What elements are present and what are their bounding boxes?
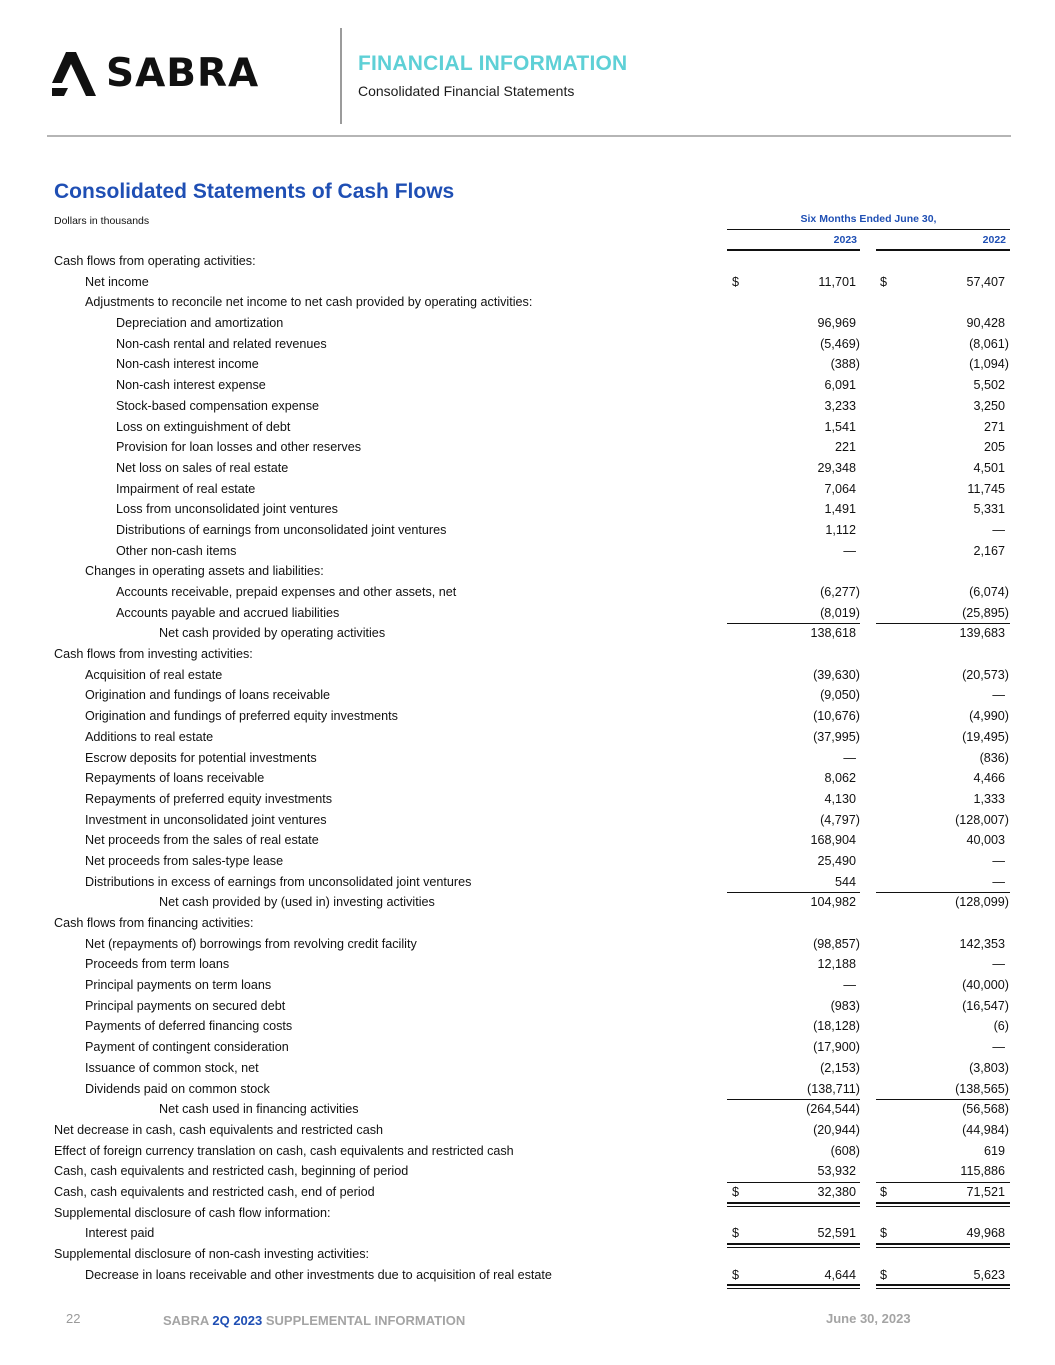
value-2022: 5,623	[973, 1267, 1005, 1282]
table-row	[0, 892, 1055, 913]
row-label: Dividends paid on common stock	[85, 1081, 270, 1096]
value-2023: (8,019)	[820, 605, 860, 620]
value-2023: (17,900)	[813, 1040, 860, 1055]
table-row	[0, 1182, 1055, 1203]
value-2022: 11,745	[967, 481, 1005, 496]
value-2022: (6)	[993, 1019, 1009, 1034]
value-2022: —	[992, 853, 1005, 868]
period-header: Six Months Ended June 30,	[800, 213, 937, 225]
section-title: FINANCIAL INFORMATION	[358, 52, 628, 75]
value-2022: —	[992, 688, 1005, 703]
value-2022: (16,547)	[962, 998, 1009, 1013]
table-row	[0, 603, 1055, 624]
table-row	[0, 1244, 1055, 1265]
value-2022: 205	[983, 440, 1005, 455]
value-2022: 90,428	[966, 316, 1005, 331]
table-row	[0, 810, 1055, 831]
value-2023: 29,348	[817, 460, 856, 475]
row-label: Principal payments on secured debt	[85, 998, 286, 1013]
subtotal-rule	[876, 1099, 1010, 1100]
value-2022: (6,074)	[969, 585, 1009, 599]
row-label: Escrow deposits for potential investments	[85, 750, 317, 765]
table-row	[0, 1016, 1055, 1037]
row-label: Repayments of preferred equity investments	[85, 791, 333, 806]
value-2023: 168,904	[810, 833, 856, 848]
value-2022: 1,333	[973, 791, 1005, 806]
row-label: Net cash provided by operating activities	[159, 626, 386, 641]
value-2023: 1,491	[824, 502, 856, 517]
table-row	[0, 1141, 1055, 1162]
table-row	[0, 623, 1055, 644]
table-row	[0, 561, 1055, 582]
total-double-rule	[876, 1288, 1010, 1289]
value-2023: 221	[834, 440, 856, 455]
value-2022: 49,968	[966, 1226, 1005, 1241]
row-label: Net income	[85, 274, 149, 289]
table-row	[0, 334, 1055, 355]
table-row	[0, 396, 1055, 417]
value-2022: 142,353	[959, 936, 1005, 951]
row-label: Cash flows from operating activities:	[54, 254, 256, 268]
value-2023: (18,128)	[813, 1019, 860, 1034]
value-2022: (4,990)	[969, 709, 1009, 724]
table-row	[0, 934, 1055, 955]
value-2022: —	[992, 957, 1005, 972]
currency-symbol: $	[732, 274, 740, 289]
row-label: Adjustments to reconcile net income to net cash provided by operating activities:	[85, 295, 533, 310]
row-label: Payments of deferred financing costs	[85, 1019, 293, 1034]
row-label: Acquisition of real estate	[85, 667, 223, 682]
table-row	[0, 954, 1055, 975]
row-label: Net proceeds from sales-type lease	[85, 853, 284, 868]
footer-title	[163, 1313, 465, 1328]
row-label: Proceeds from term loans	[85, 957, 230, 972]
value-2023: (98,857)	[813, 936, 860, 951]
value-2023: 7,064	[824, 481, 856, 496]
table-row	[0, 272, 1055, 293]
table-row	[0, 1120, 1055, 1141]
cash-flow-table	[0, 251, 1055, 1285]
subtotal-rule	[876, 1182, 1010, 1183]
table-row	[0, 417, 1055, 438]
table-row	[0, 1265, 1055, 1286]
value-2022: —	[992, 874, 1005, 889]
subtotal-rule	[727, 1099, 860, 1100]
table-row	[0, 706, 1055, 727]
row-label: Accounts payable and accrued liabilities	[116, 605, 340, 620]
value-2023: (138,711)	[807, 1081, 860, 1096]
table-row	[0, 313, 1055, 334]
row-label: Issuance of common stock, net	[85, 1060, 259, 1075]
total-double-rule	[727, 1288, 860, 1289]
row-label: Net cash used in financing activities	[159, 1102, 359, 1117]
row-label: Payment of contingent consideration	[85, 1040, 289, 1055]
table-row	[0, 644, 1055, 665]
table-row	[0, 665, 1055, 686]
sabra-logo	[52, 50, 297, 100]
table-row	[0, 1037, 1055, 1058]
value-2022: 619	[983, 1143, 1005, 1158]
year-header-2023: 2023	[833, 234, 857, 246]
value-2022: —	[992, 1040, 1005, 1055]
value-2022: (3,803)	[969, 1060, 1009, 1075]
value-2023: (983)	[830, 998, 860, 1013]
footer-date: June 30, 2023	[826, 1311, 911, 1326]
value-2023: 52,591	[817, 1226, 856, 1241]
row-label: Origination and fundings of preferred equity investments	[85, 709, 398, 724]
row-label: Non-cash interest income	[116, 357, 259, 372]
total-double-rule	[876, 1284, 1010, 1286]
footer-quarter: 2Q 2023	[212, 1313, 263, 1328]
subtotal-rule	[876, 892, 1010, 893]
value-2023: 104,982	[810, 895, 856, 910]
table-row	[0, 789, 1055, 810]
header-divider	[340, 28, 342, 124]
value-2022: (20,573)	[962, 667, 1009, 682]
total-double-rule	[727, 1284, 860, 1286]
row-label: Additions to real estate	[85, 729, 214, 744]
table-row	[0, 748, 1055, 769]
currency-symbol: $	[732, 1267, 740, 1282]
table-row	[0, 582, 1055, 603]
row-label: Accounts receivable, prepaid expenses and other assets, net	[116, 585, 457, 599]
value-2022: (128,007)	[955, 812, 1009, 827]
period-rule	[727, 229, 1010, 230]
row-label: Non-cash interest expense	[116, 378, 266, 393]
row-label: Net (repayments of) borrowings from revolving credit facility	[85, 936, 417, 951]
row-label: Cash, cash equivalents and restricted cash, beginning of period	[54, 1164, 409, 1179]
table-row	[0, 251, 1055, 272]
value-2022: (44,984)	[962, 1122, 1009, 1137]
value-2022: 5,502	[973, 378, 1005, 393]
row-label: Net loss on sales of real estate	[116, 460, 289, 475]
table-row	[0, 458, 1055, 479]
value-2022: 271	[983, 419, 1005, 434]
currency-symbol: $	[732, 1226, 740, 1241]
value-2022: (128,099)	[955, 895, 1009, 910]
value-2022: 4,501	[973, 460, 1005, 475]
row-label: Stock-based compensation expense	[116, 398, 320, 413]
row-label: Other non-cash items	[116, 543, 237, 558]
sabra-logo-mark-icon	[52, 50, 102, 98]
currency-symbol: $	[880, 1184, 888, 1199]
value-2023: 3,233	[824, 398, 856, 413]
row-label: Provision for loan losses and other reserves	[116, 440, 362, 455]
page-number: 22	[66, 1311, 81, 1326]
value-2023: 12,188	[817, 957, 856, 972]
statement-title: Consolidated Statements of Cash Flows	[54, 180, 455, 203]
table-row	[0, 996, 1055, 1017]
row-label: Investment in unconsolidated joint ventures	[85, 812, 327, 827]
row-label: Impairment of real estate	[116, 481, 256, 496]
value-2022: 4,466	[973, 771, 1005, 786]
value-2023: —	[843, 750, 856, 765]
table-row	[0, 437, 1055, 458]
value-2023: (4,797)	[820, 812, 860, 827]
value-2023: 53,932	[817, 1164, 856, 1179]
table-row	[0, 292, 1055, 313]
value-2023: (39,630)	[813, 667, 860, 682]
footer-company: SABRA	[163, 1313, 209, 1328]
table-row	[0, 1099, 1055, 1120]
table-row	[0, 1203, 1055, 1224]
value-2023: 4,130	[824, 791, 856, 806]
value-2023: 96,969	[817, 316, 856, 331]
row-label: Cash, cash equivalents and restricted cash, end of period	[54, 1184, 375, 1199]
table-row	[0, 768, 1055, 789]
value-2023: 4,644	[824, 1267, 856, 1282]
table-row	[0, 499, 1055, 520]
currency-symbol: $	[732, 1184, 740, 1199]
value-2023: 138,618	[810, 626, 856, 641]
value-2023: 1,112	[825, 522, 856, 537]
value-2022: 71,521	[966, 1184, 1005, 1199]
table-row	[0, 872, 1055, 893]
table-row	[0, 354, 1055, 375]
value-2023: (264,544)	[806, 1102, 860, 1117]
value-2023: (2,153)	[820, 1060, 860, 1075]
row-label: Net proceeds from the sales of real estate	[85, 833, 319, 848]
subtotal-rule	[876, 623, 1010, 624]
currency-symbol: $	[880, 274, 888, 289]
row-label: Distributions of earnings from unconsolidated joint ventures	[116, 522, 447, 537]
value-2022: 3,250	[973, 398, 1005, 413]
currency-symbol: $	[880, 1226, 888, 1241]
table-row	[0, 913, 1055, 934]
value-2023: (5,469)	[820, 336, 860, 351]
value-2023: (20,944)	[813, 1122, 860, 1137]
value-2022: (40,000)	[962, 978, 1009, 993]
value-2023: 11,701	[818, 274, 856, 289]
value-2023: (608)	[830, 1143, 860, 1158]
table-row	[0, 520, 1055, 541]
row-label: Loss from unconsolidated joint ventures	[116, 502, 338, 517]
table-row	[0, 1161, 1055, 1182]
value-2023: 544	[834, 874, 856, 889]
value-2023: (6,277)	[820, 585, 860, 599]
row-label: Loss on extinguishment of debt	[116, 419, 291, 434]
logo-wordmark: SABRA	[106, 51, 260, 96]
value-2023: 1,541	[824, 419, 856, 434]
value-2022: (25,895)	[962, 605, 1009, 620]
value-2023: 32,380	[817, 1184, 856, 1199]
row-label: Interest paid	[85, 1226, 155, 1241]
row-label: Non-cash rental and related revenues	[116, 336, 327, 351]
table-row	[0, 975, 1055, 996]
table-row	[0, 830, 1055, 851]
year-header-2022: 2022	[982, 234, 1006, 246]
units-note: Dollars in thousands	[54, 215, 150, 227]
value-2022: (19,495)	[962, 729, 1009, 744]
value-2023: (37,995)	[813, 729, 860, 744]
row-label: Principal payments on term loans	[85, 978, 272, 993]
row-label: Cash flows from financing activities:	[54, 916, 254, 930]
value-2023: —	[843, 978, 856, 993]
table-row	[0, 1079, 1055, 1100]
value-2023: 8,062	[824, 771, 856, 786]
row-label: Net cash provided by (used in) investing activities	[159, 895, 435, 910]
row-label: Distributions in excess of earnings from unconsolidated joint ventures	[85, 874, 472, 889]
row-label: Supplemental disclosure of cash flow information:	[54, 1205, 331, 1220]
row-label: Net decrease in cash, cash equivalents and restricted cash	[54, 1122, 384, 1137]
table-row	[0, 375, 1055, 396]
value-2023: (388)	[830, 357, 860, 372]
value-2022: 115,886	[960, 1164, 1005, 1179]
row-label: Decrease in loans receivable and other investments due to acquisition of real estate	[85, 1267, 552, 1282]
value-2023: 25,490	[817, 853, 856, 868]
value-2023: (9,050)	[820, 688, 860, 703]
row-label: Supplemental disclosure of non-cash investing activities:	[54, 1247, 370, 1261]
header-rule	[47, 135, 1011, 137]
subtotal-rule	[727, 623, 860, 624]
row-label: Repayments of loans receivable	[85, 771, 265, 786]
footer-doc-name: SUPPLEMENTAL INFORMATION	[265, 1313, 466, 1328]
value-2022: (138,565)	[955, 1081, 1009, 1096]
table-row	[0, 851, 1055, 872]
value-2022: (1,094)	[969, 357, 1009, 372]
section-subtitle: Consolidated Financial Statements	[358, 83, 575, 99]
table-row	[0, 1223, 1055, 1244]
value-2022: (836)	[979, 750, 1009, 765]
value-2022: (56,568)	[962, 1102, 1009, 1117]
value-2022: 40,003	[966, 833, 1005, 848]
table-row	[0, 685, 1055, 706]
row-label: Effect of foreign currency translation on cash, cash equivalents and restricted cash	[54, 1143, 514, 1158]
value-2023: 6,091	[824, 378, 856, 393]
subtotal-rule	[727, 892, 860, 893]
table-row	[0, 1058, 1055, 1079]
value-2022: 57,407	[966, 274, 1005, 289]
table-row	[0, 727, 1055, 748]
row-label: Depreciation and amortization	[116, 316, 284, 331]
value-2022: (8,061)	[969, 336, 1009, 351]
value-2022: 2,167	[973, 543, 1005, 558]
value-2022: —	[992, 522, 1005, 537]
currency-symbol: $	[880, 1267, 888, 1282]
value-2022: 139,683	[959, 626, 1005, 641]
value-2022: 5,331	[973, 502, 1005, 517]
row-label: Origination and fundings of loans receivable	[85, 688, 331, 703]
table-row	[0, 479, 1055, 500]
row-label: Cash flows from investing activities:	[54, 647, 253, 662]
table-row	[0, 541, 1055, 562]
row-label: Changes in operating assets and liabilities:	[85, 564, 324, 579]
value-2023: —	[843, 543, 856, 558]
subtotal-rule	[727, 1182, 860, 1183]
value-2023: (10,676)	[813, 709, 860, 724]
